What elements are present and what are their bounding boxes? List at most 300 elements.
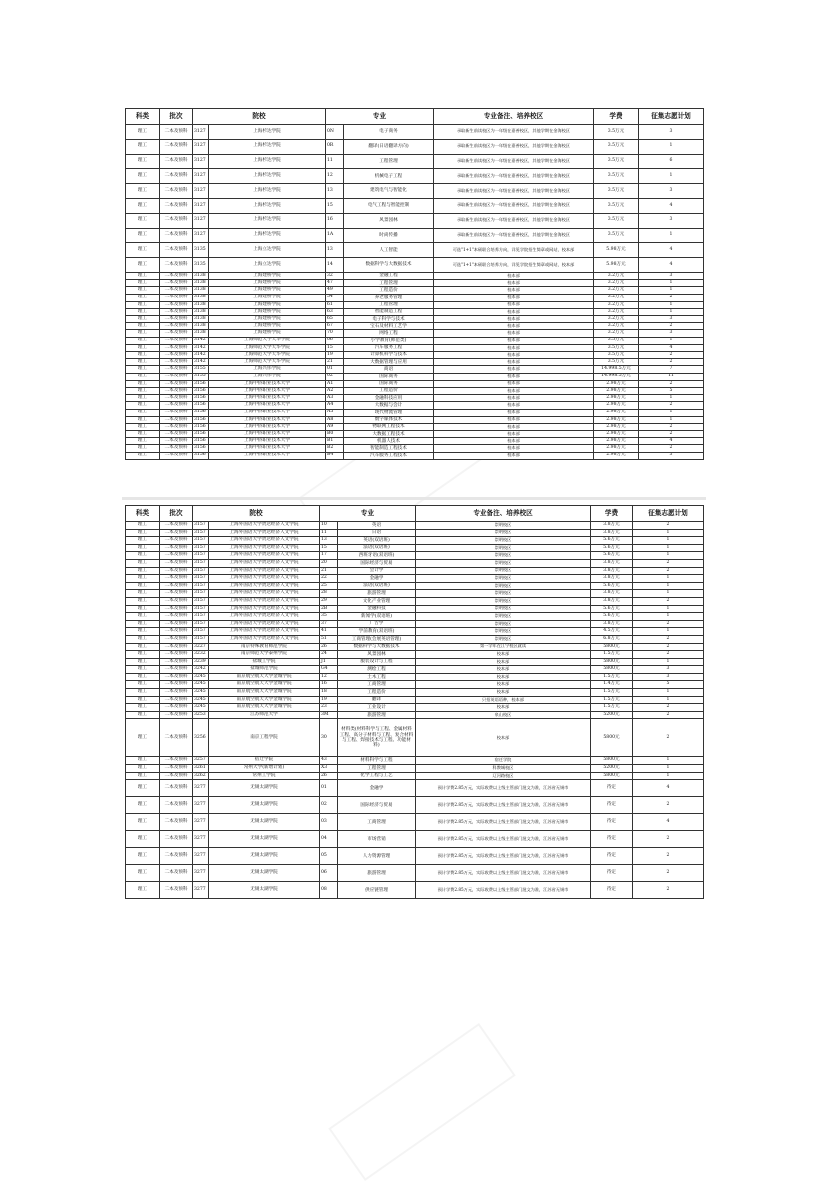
cell-tuition: 5.6万元 xyxy=(591,544,633,552)
cell-batch: 二本及预科 xyxy=(160,552,193,560)
table-row xyxy=(126,280,704,287)
cell-plan: 1 xyxy=(633,582,704,590)
table-row xyxy=(126,704,704,712)
cell-plan: 1 xyxy=(633,689,704,697)
cell-school: 上海外国语大学贤达经济人文学院 xyxy=(209,605,320,613)
cell-category: 理工 xyxy=(126,651,160,659)
cell-tuition: 待定 xyxy=(591,780,633,797)
table-row xyxy=(126,316,704,323)
cell-plan: 1 xyxy=(633,552,704,560)
table-row xyxy=(126,452,704,459)
cell-school: 上海中侨职业技术大学 xyxy=(209,387,326,394)
cell-school-code: 3127 xyxy=(193,139,209,154)
cell-school: 上海中侨职业技术大学 xyxy=(209,402,326,409)
cell-major-notes: 崇明校区 xyxy=(416,605,591,613)
table-row xyxy=(126,125,704,140)
table-row xyxy=(126,154,704,169)
cell-school: 上海立达学院 xyxy=(209,243,326,258)
cell-school-code: 3157 xyxy=(193,537,209,545)
cell-major: 汽车服务工程技术 xyxy=(344,452,434,459)
cell-tuition: 2.98万元 xyxy=(594,431,639,438)
cell-major: 商语 xyxy=(344,366,434,373)
cell-plan: 1 xyxy=(633,544,704,552)
cell-tuition: 5.6万元 xyxy=(591,582,633,590)
table-row xyxy=(126,395,704,402)
cell-major: 金融学 xyxy=(338,780,416,797)
cell-major-notes: 崇明校区 xyxy=(416,613,591,621)
cell-tuition: 5200元 xyxy=(591,765,633,773)
cell-batch: 二本及预科 xyxy=(160,620,193,628)
cell-batch: 二本及预科 xyxy=(160,337,193,344)
cell-batch: 二本及预科 xyxy=(160,330,193,337)
cell-category: 理工 xyxy=(126,559,160,567)
cell-tuition: 5800元 xyxy=(591,666,633,674)
cell-major: 大数据管理与应用 xyxy=(344,359,434,366)
table-row xyxy=(126,287,704,294)
cell-major-code: 02 xyxy=(326,373,344,380)
cell-plan: 2 xyxy=(633,848,704,865)
cell-batch: 二本及预科 xyxy=(160,597,193,605)
cell-major-code: 15 xyxy=(326,198,344,213)
table-row xyxy=(126,865,704,882)
cell-plan: 2 xyxy=(633,882,704,899)
cell-major-notes: 校本部 xyxy=(434,301,594,308)
cell-school: 上海中侨职业技术大学 xyxy=(209,445,326,452)
cell-school: 上海杉达学院 xyxy=(209,213,326,228)
cell-major: 供应链管理 xyxy=(338,882,416,899)
cell-school-code: 3157 xyxy=(193,613,209,621)
table-row xyxy=(126,228,704,243)
cell-school-code: 3277 xyxy=(193,797,209,814)
cell-major: 机械电子工程 xyxy=(344,169,434,184)
cell-major-notes: 录取新生前读校区为一年级在嘉善校区，其他学期在金海校区 xyxy=(434,169,594,184)
cell-school: 上海外国语大学贤达经济人文学院 xyxy=(209,575,320,583)
cell-category: 理工 xyxy=(126,613,160,621)
cell-tuition: 1.5万元 xyxy=(591,696,633,704)
cell-major-code: 25 xyxy=(320,582,338,590)
cell-major: 工程造价 xyxy=(338,689,416,697)
cell-major-notes: 崇明校区 xyxy=(416,552,591,560)
cell-major: 金融学 xyxy=(338,575,416,583)
table-row xyxy=(126,780,704,797)
cell-tuition: 5800元 xyxy=(591,772,633,780)
cell-major: 大数据工程技术 xyxy=(344,431,434,438)
cell-major: 电子科学与技术 xyxy=(344,316,434,323)
cell-tuition: 3.8万元 xyxy=(591,597,633,605)
cell-major-code: 2B xyxy=(320,605,338,613)
cell-category: 理工 xyxy=(126,330,160,337)
cell-batch: 二本及预科 xyxy=(160,438,193,445)
cell-major-notes: 崇明校区 xyxy=(416,590,591,598)
cell-major-notes: 崇明校区 xyxy=(416,559,591,567)
cell-plan: 4 xyxy=(633,780,704,797)
cell-category: 理工 xyxy=(126,882,160,899)
cell-major: 宝石及材料工艺学 xyxy=(344,323,434,330)
cell-category: 理工 xyxy=(126,704,160,712)
cell-major-notes: 科教城校区 xyxy=(416,765,591,773)
cell-batch: 二本及预科 xyxy=(160,582,193,590)
cell-category: 理工 xyxy=(126,831,160,848)
cell-tuition: 2.98万元 xyxy=(594,387,639,394)
cell-school: 宿迁学院 xyxy=(209,757,320,765)
table-row xyxy=(126,323,704,330)
cell-plan: 1 xyxy=(633,605,704,613)
cell-category: 理工 xyxy=(126,139,160,154)
cell-batch: 二本及预科 xyxy=(160,366,193,373)
cell-major: 小学教育(师范类) xyxy=(344,337,434,344)
cell-batch: 二本及预科 xyxy=(160,258,193,273)
table-row xyxy=(126,628,704,636)
cell-major: 材料科学与工程 xyxy=(338,757,416,765)
cell-plan: 4 xyxy=(633,814,704,831)
cell-major-notes: 辽河路校区 xyxy=(416,772,591,780)
cell-plan: 5 xyxy=(633,681,704,689)
cell-major: 国际经济与贸易 xyxy=(338,559,416,567)
cell-major-code: 15 xyxy=(326,344,344,351)
cell-plan: 2 xyxy=(633,865,704,882)
cell-tuition: 3.5万元 xyxy=(594,344,639,351)
cell-school-code: 3142 xyxy=(193,359,209,366)
cell-batch: 二本及预科 xyxy=(160,198,193,213)
table-body xyxy=(126,125,704,460)
cell-batch: 二本及预科 xyxy=(160,294,193,301)
cell-major-code: J1 xyxy=(320,658,338,666)
table-row xyxy=(126,522,704,530)
cell-batch: 二本及预科 xyxy=(160,154,193,169)
cell-major-notes: 录取新生前读校区为一年级在嘉善校区，其他学期在金海校区 xyxy=(434,184,594,199)
table-row xyxy=(126,445,704,452)
cell-major: 工程管理 xyxy=(344,280,434,287)
cell-category: 理工 xyxy=(126,673,160,681)
cell-school: 江苏师范大学 xyxy=(209,711,320,719)
cell-category: 理工 xyxy=(126,316,160,323)
cell-school: 上海建桥学院 xyxy=(209,301,326,308)
cell-school-code: 3138 xyxy=(193,323,209,330)
cell-major: 英语(双语班) xyxy=(338,537,416,545)
cell-major: 新闻学(双语班) xyxy=(338,613,416,621)
cell-tuition: 1.5万元 xyxy=(591,704,633,712)
cell-school-code: 3138 xyxy=(193,316,209,323)
cell-category: 理工 xyxy=(126,258,160,273)
cell-school-code: 3138 xyxy=(193,272,209,279)
cell-batch: 二本及预科 xyxy=(160,184,193,199)
header-school: 院校 xyxy=(193,506,320,522)
cell-major-notes: 校本部 xyxy=(434,366,594,373)
cell-major: 旅游管理 xyxy=(338,865,416,882)
cell-batch: 二本及预科 xyxy=(160,772,193,780)
cell-major: 国际商务 xyxy=(344,380,434,387)
cell-major: 机器人技术 xyxy=(344,438,434,445)
cell-tuition: 2.98万元 xyxy=(594,416,639,423)
cell-major-notes: 录取新生前读校区为一年级在嘉善校区，其他学期在金海校区 xyxy=(434,154,594,169)
cell-major-code: 17 xyxy=(320,552,338,560)
cell-plan: 3 xyxy=(639,316,704,323)
cell-batch: 二本及预科 xyxy=(160,865,193,882)
cell-major-notes: 预计学费2.85万元，实际收费以上级主管部门批文为准，江苏省无锡市 xyxy=(416,848,591,865)
cell-major-code: 12 xyxy=(320,673,338,681)
cell-major-code: 35 xyxy=(320,613,338,621)
cell-major-notes: 预计学费2.85万元，实际收费以上级主管部门批文为准，江苏省无锡市 xyxy=(416,780,591,797)
cell-school-code: 3277 xyxy=(193,814,209,831)
cell-tuition: 3.8万元 xyxy=(591,522,633,530)
cell-major-notes: 崇明校区 xyxy=(416,628,591,636)
cell-major-notes: 崇明校区 xyxy=(416,544,591,552)
cell-major: 数据科学与大数据技术 xyxy=(344,258,434,273)
table-row xyxy=(126,848,704,865)
cell-category: 理工 xyxy=(126,198,160,213)
cell-batch: 二本及预科 xyxy=(160,387,193,394)
cell-major: 工商管理 xyxy=(338,681,416,689)
cell-school-code: 3156 xyxy=(193,438,209,445)
cell-major-notes: 预计学费2.85万元，实际收费以上级主管部门批文为准，江苏省无锡市 xyxy=(416,831,591,848)
admission-table-page-1 xyxy=(125,108,703,460)
cell-tuition: 3.2万元 xyxy=(594,280,639,287)
cell-school: 上海外国语大学贤达经济人文学院 xyxy=(209,567,320,575)
cell-tuition: 2.98万元 xyxy=(594,438,639,445)
cell-tuition: 5200元 xyxy=(591,711,633,719)
cell-school-code: 3127 xyxy=(193,213,209,228)
cell-major: 工商管理 xyxy=(338,814,416,831)
cell-major-code: 11 xyxy=(326,154,344,169)
cell-school-code: 3138 xyxy=(193,330,209,337)
cell-major-code: 54 xyxy=(326,294,344,301)
cell-category: 理工 xyxy=(126,452,160,459)
cell-major-code: 70 xyxy=(326,330,344,337)
table-row xyxy=(126,359,704,366)
cell-major-notes: 校本部 xyxy=(434,423,594,430)
cell-batch: 二本及预科 xyxy=(160,848,193,865)
cell-school-code: 3142 xyxy=(193,337,209,344)
table-row xyxy=(126,387,704,394)
table-row xyxy=(126,582,704,590)
cell-category: 理工 xyxy=(126,125,160,140)
cell-major-code: 21 xyxy=(326,359,344,366)
admission-table xyxy=(125,505,704,899)
table-row xyxy=(126,537,704,545)
cell-school: 上海外国语大学贤达经济人文学院 xyxy=(209,529,320,537)
cell-school-code: 3261 xyxy=(193,765,209,773)
cell-tuition: 6.8万元 xyxy=(591,635,633,643)
header-category: 科类 xyxy=(126,109,160,125)
cell-batch: 二本及预科 xyxy=(160,402,193,409)
cell-category: 理工 xyxy=(126,719,160,757)
header-tuition: 学费 xyxy=(591,506,633,522)
cell-school: 上海师范大学天华学院 xyxy=(209,359,326,366)
cell-school: 上海兴伟学院 xyxy=(209,373,326,380)
cell-major-code: 03 xyxy=(320,814,338,831)
cell-major: 物联网工程技术 xyxy=(344,423,434,430)
cell-major-code: 63 xyxy=(326,308,344,315)
cell-major-notes: 崇明校区 xyxy=(416,522,591,530)
cell-school: 上海中侨职业技术大学 xyxy=(209,380,326,387)
cell-tuition: 5.98万元 xyxy=(594,243,639,258)
cell-major-code: 0R xyxy=(326,139,344,154)
cell-major: 大数据与会计 xyxy=(344,402,434,409)
cell-plan: 2 xyxy=(633,704,704,712)
cell-plan: 1 xyxy=(633,590,704,598)
cell-major-code: X3 xyxy=(320,765,338,773)
cell-major-code: 3M xyxy=(320,711,338,719)
table-row xyxy=(126,620,704,628)
cell-major-code: 20 xyxy=(320,559,338,567)
cell-plan: 11 xyxy=(639,373,704,380)
cell-batch: 二本及预科 xyxy=(160,301,193,308)
cell-tuition: 3.2万元 xyxy=(594,294,639,301)
cell-major: 智能制造工程 xyxy=(344,308,434,315)
cell-major-code: 49 xyxy=(326,287,344,294)
cell-batch: 二本及预科 xyxy=(160,323,193,330)
table-row xyxy=(126,373,704,380)
cell-major-notes: 校本部 xyxy=(434,373,594,380)
cell-major-code: 12 xyxy=(326,169,344,184)
cell-tuition: 1.4万元 xyxy=(591,681,633,689)
cell-tuition: 1.5万元 xyxy=(591,689,633,697)
cell-major-notes: 校本部 xyxy=(434,352,594,359)
cell-batch: 二本及预科 xyxy=(160,287,193,294)
cell-major-code: 06 xyxy=(320,865,338,882)
cell-category: 理工 xyxy=(126,272,160,279)
cell-tuition: 3.2万元 xyxy=(594,287,639,294)
cell-school-code: 3142 xyxy=(193,352,209,359)
cell-major-code: 19 xyxy=(326,352,344,359)
cell-batch: 二本及预科 xyxy=(160,537,193,545)
cell-tuition: 3.5万元 xyxy=(594,213,639,228)
cell-tuition: 待定 xyxy=(591,831,633,848)
cell-school: 上海中侨职业技术大学 xyxy=(209,431,326,438)
cell-tuition: 5800元 xyxy=(591,643,633,651)
cell-major: 工商管理(会展英语管理) xyxy=(338,635,416,643)
cell-school-code: 3256 xyxy=(193,719,209,757)
cell-school-code: 3245 xyxy=(193,689,209,697)
cell-tuition: 3.5万元 xyxy=(594,125,639,140)
cell-tuition: 待定 xyxy=(591,865,633,882)
watermark-shape xyxy=(328,1023,515,1181)
cell-major-notes: 校本部 xyxy=(434,344,594,351)
cell-plan: 1 xyxy=(633,765,704,773)
cell-plan: 2 xyxy=(633,567,704,575)
cell-school: 盐城师范学院 xyxy=(209,666,320,674)
table-row xyxy=(126,184,704,199)
cell-tuition: 2.98万元 xyxy=(594,452,639,459)
cell-major-notes: 泉山校区 xyxy=(416,711,591,719)
table-header-row xyxy=(126,506,704,522)
cell-school-code: 3277 xyxy=(193,882,209,899)
cell-category: 理工 xyxy=(126,522,160,530)
cell-category: 理工 xyxy=(126,359,160,366)
cell-plan: 1 xyxy=(639,416,704,423)
cell-batch: 二本及预科 xyxy=(160,605,193,613)
cell-tuition: 3.8万元 xyxy=(591,590,633,598)
cell-major-code: 18 xyxy=(320,689,338,697)
cell-school-code: 3257 xyxy=(193,757,209,765)
cell-category: 理工 xyxy=(126,169,160,184)
cell-major-code: 21 xyxy=(320,567,338,575)
cell-school-code: 3127 xyxy=(193,125,209,140)
cell-major-code: A1 xyxy=(326,380,344,387)
cell-plan: 4 xyxy=(639,243,704,258)
cell-batch: 二本及预科 xyxy=(160,228,193,243)
cell-tuition: 3.5万元 xyxy=(594,184,639,199)
cell-major-code: 19 xyxy=(320,696,338,704)
cell-school: 上海外国语大学贤达经济人文学院 xyxy=(209,628,320,636)
cell-major-notes: 校本部 xyxy=(434,387,594,394)
table-row xyxy=(126,301,704,308)
cell-category: 理工 xyxy=(126,711,160,719)
cell-school-code: 3156 xyxy=(193,409,209,416)
cell-category: 理工 xyxy=(126,373,160,380)
cell-tuition: 5.6万元 xyxy=(591,605,633,613)
page-divider xyxy=(122,497,706,500)
cell-school: 上海外国语大学贤达经济人文学院 xyxy=(209,552,320,560)
table-row xyxy=(126,198,704,213)
cell-school: 上海师范大学天华学院 xyxy=(209,344,326,351)
table-row xyxy=(126,613,704,621)
cell-category: 理工 xyxy=(126,582,160,590)
cell-category: 理工 xyxy=(126,337,160,344)
cell-plan: 1 xyxy=(633,628,704,636)
cell-major-notes: 校本部 xyxy=(434,445,594,452)
cell-category: 理工 xyxy=(126,416,160,423)
header-plan: 征集志愿计划 xyxy=(639,109,704,125)
cell-plan: 2 xyxy=(639,431,704,438)
cell-school-code: 3156 xyxy=(193,395,209,402)
cell-category: 理工 xyxy=(126,757,160,765)
cell-batch: 二本及预科 xyxy=(160,409,193,416)
table-row xyxy=(126,139,704,154)
cell-school: 上海外国语大学贤达经济人文学院 xyxy=(209,522,320,530)
cell-tuition: 待定 xyxy=(591,814,633,831)
cell-school: 上海杉达学院 xyxy=(209,228,326,243)
table-row xyxy=(126,597,704,605)
cell-major-notes: 崇明校区 xyxy=(416,537,591,545)
cell-batch: 二本及预科 xyxy=(160,272,193,279)
cell-school-code: 3138 xyxy=(193,308,209,315)
cell-school: 上海外国语大学贤达经济人文学院 xyxy=(209,613,320,621)
table-row xyxy=(126,719,704,757)
cell-batch: 二本及预科 xyxy=(160,711,193,719)
cell-major-notes: 预计学费2.85万元，实际收费以上级主管部门批文为准，江苏省无锡市 xyxy=(416,865,591,882)
cell-category: 理工 xyxy=(126,423,160,430)
cell-school-code: 3138 xyxy=(193,280,209,287)
table-body xyxy=(126,522,704,899)
cell-category: 理工 xyxy=(126,696,160,704)
cell-category: 理工 xyxy=(126,409,160,416)
cell-school-code: 3157 xyxy=(193,635,209,643)
cell-school-code: 3157 xyxy=(193,628,209,636)
cell-major: 金融科技 xyxy=(338,605,416,613)
table-row xyxy=(126,243,704,258)
table-row xyxy=(126,337,704,344)
cell-major-notes: 只招英语语种，校本部 xyxy=(416,696,591,704)
cell-plan: 3 xyxy=(639,213,704,228)
cell-major-code: 28 xyxy=(320,590,338,598)
cell-plan: 2 xyxy=(633,711,704,719)
cell-batch: 二本及预科 xyxy=(160,423,193,430)
table-row xyxy=(126,673,704,681)
cell-plan: 2 xyxy=(633,831,704,848)
cell-plan: 2 xyxy=(633,797,704,814)
cell-category: 理工 xyxy=(126,287,160,294)
table-header-row xyxy=(126,109,704,125)
cell-batch: 二本及预科 xyxy=(160,213,193,228)
cell-category: 理工 xyxy=(126,323,160,330)
cell-major: 计算机科学与技术 xyxy=(344,352,434,359)
cell-major: 建筑电气与智能化 xyxy=(344,184,434,199)
cell-school-code: 3138 xyxy=(193,301,209,308)
cell-major-notes: 预计学费2.85万元，实际收费以上级主管部门批文为准，江苏省无锡市 xyxy=(416,814,591,831)
table-row xyxy=(126,544,704,552)
cell-batch: 二本及预科 xyxy=(160,373,193,380)
